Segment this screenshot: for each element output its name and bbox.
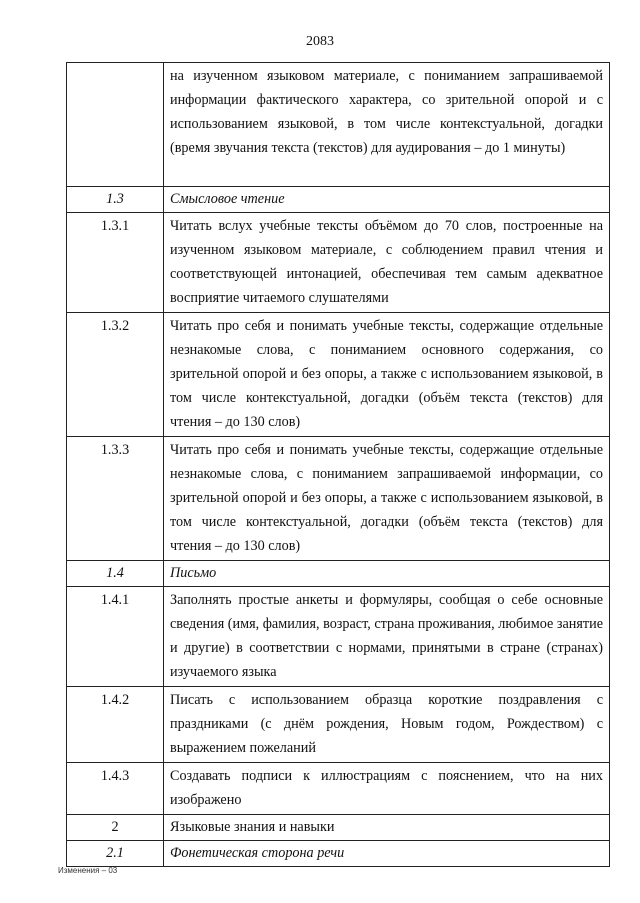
row-code: 1.3.1 <box>67 213 164 313</box>
row-text: Фонетическая сторона речи <box>164 841 610 867</box>
section-row <box>67 841 610 867</box>
row-code: 1.3.3 <box>67 437 164 561</box>
footer-note: Изменения – 03 <box>58 866 118 875</box>
row-code: 1.3.2 <box>67 313 164 437</box>
table-row <box>67 313 610 437</box>
row-code: 1.4.1 <box>67 587 164 687</box>
row-code <box>67 63 164 187</box>
section-row <box>67 561 610 587</box>
row-code: 1.4.2 <box>67 687 164 763</box>
table-row <box>67 687 610 763</box>
table-row <box>67 815 610 841</box>
row-code: 2.1 <box>67 841 164 867</box>
row-text: Читать про себя и понимать учебные тексты, содержащие отдельные незнакомые слова, с пониманием запрашиваемой информации, со зрительной опорой и без опоры, а также с использованием языковой, в том числе контекстуальной, догадки (объём текста (текстов) для чтения – до 130 слов) <box>164 437 610 561</box>
table-row <box>67 763 610 815</box>
row-code: 1.3 <box>67 187 164 213</box>
row-code: 2 <box>67 815 164 841</box>
row-text: Читать про себя и понимать учебные тексты, содержащие отдельные незнакомые слова, с пониманием основного содержания, со зрительной опорой и без опоры, а также с использованием языковой, в том числе контекстуальной, догадки (объём текста (текстов) для чтения – до 130 слов) <box>164 313 610 437</box>
page-number: 2083 <box>306 34 334 49</box>
section-row <box>67 187 610 213</box>
table-row <box>67 587 610 687</box>
row-text: Смысловое чтение <box>164 187 610 213</box>
row-code: 1.4 <box>67 561 164 587</box>
row-text: Заполнять простые анкеты и формуляры, сообщая о себе основные сведения (имя, фамилия, возраст, страна проживания, любимое занятие и другие) в соответствии с нормами, принятыми в стране (странах) изучаемого языка <box>164 587 610 687</box>
table-row <box>67 437 610 561</box>
table-row <box>67 213 610 313</box>
row-text: Создавать подписи к иллюстрациям с пояснением, что на них изображено <box>164 763 610 815</box>
row-text: Языковые знания и навыки <box>164 815 610 841</box>
row-text: Читать вслух учебные тексты объёмом до 70 слов, построенные на изученном языковом материале, с соблюдением правил чтения и соответствующей интонацией, обеспечивая тем самым адекватное восприятие читаемого слушателями <box>164 213 610 313</box>
row-text: на изученном языковом материале, с пониманием запрашиваемой информации фактического характера, со зрительной опорой и с использованием языковой, в том числе контекстуальной, догадки (время звучания текста (текстов) для аудирования – до 1 минуты) <box>164 63 610 187</box>
row-code: 1.4.3 <box>67 763 164 815</box>
table-row <box>67 63 610 187</box>
row-text: Письмо <box>164 561 610 587</box>
row-text: Писать с использованием образца короткие поздравления с праздниками (с днём рождения, Новым годом, Рождеством) с выражением пожеланий <box>164 687 610 763</box>
content-table <box>66 62 610 867</box>
